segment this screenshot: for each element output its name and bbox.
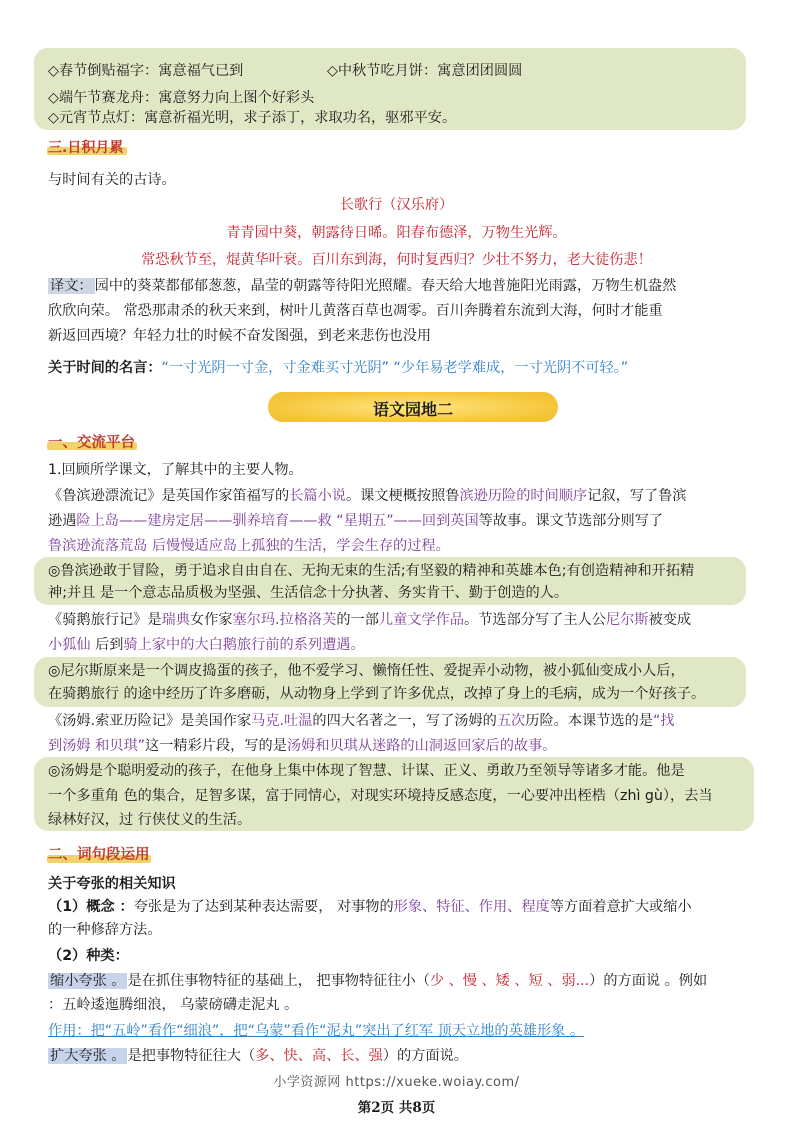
page-number: 第2页 共8页 <box>357 1100 436 1116</box>
types-label: （2）种类： <box>48 948 129 964</box>
nils-text: 被变成 <box>648 612 692 628</box>
translation-text-1: 园中的葵菜都郁郁葱葱，晶莹的朝露等待阳光照耀。春天给大地普施阳光雨露，万物生机盎然 <box>94 278 677 294</box>
shrink-text: ）的方面说 。例如 <box>589 973 708 989</box>
robinson-summary-1: ◎鲁滨逊敢于冒险，勇于追求自由自在、无拘无束的生活;有坚毅的精神和英雄本色;有创造精神和开拓精 <box>48 563 695 579</box>
nils-line-2 <box>48 635 365 655</box>
shrink-line-1 <box>48 971 707 991</box>
nils-text: 。节选部分写了主人公 <box>464 612 606 628</box>
nils-fairy: 小狐仙 <box>48 637 91 653</box>
nils-text: 女作家 <box>189 612 233 628</box>
festival-dragonboat: ◇端午节赛龙舟：寓意努力向上图个好彩头 <box>48 90 315 106</box>
tom-text: 《汤姆.索亚历险记》是美国作家 <box>48 713 252 729</box>
translation-line-3: 新返回西境？年轻力壮的时候不奋发图强，到老来悲伤也没用 <box>48 328 432 344</box>
nils-plot: 骑上家中的大白鹅旅行前的系列遭遇。 <box>123 637 365 653</box>
nils-text: 后到 <box>90 637 124 653</box>
concept-text: 夸张是为了达到某种表达需要， 对事物的 <box>133 899 394 915</box>
shrink-examples: 少 、慢 、矮 、短 、弱... <box>429 973 590 989</box>
expand-line <box>48 1046 468 1066</box>
poem-line-2: 常恐秋节至，焜黄华叶衰。百川东到海，何时复西归？少壮不努力，老大徒伤悲！ <box>141 252 652 268</box>
part1-title: 一、交流平台 <box>48 435 135 451</box>
chapter-title: 语文园地二 <box>372 400 453 419</box>
robinson-text: 逊遇 <box>48 513 77 529</box>
concept-label: （1）概念 ： <box>48 899 134 915</box>
nils-summary-2: 在骑鹅旅行 的途中经历了许多磨砺，从动物身上学到了许多优点，改掉了身上的毛病，成为一个好孩子。 <box>48 686 706 702</box>
expand-text: ）的方面说。 <box>382 1048 468 1064</box>
robinson-order: 滨逊历险的时间顺序 <box>459 488 588 504</box>
tom-line-2 <box>48 736 556 756</box>
shrink-line-2: ：五岭逶迤腾细浪， 乌蒙磅礴走泥丸 。 <box>48 997 299 1013</box>
robinson-line-2 <box>48 511 663 531</box>
concept-text: 等方面着意扩大或缩小 <box>549 899 692 915</box>
tom-text: 这一精彩片段，写的是 <box>145 738 287 754</box>
effect-line: 作用：把“五岭”看作“细浪”，把“乌蒙”看作“泥丸”突出了红军 顶天立地的英雄形象 。 <box>48 1023 585 1039</box>
nils-line-1 <box>48 610 691 630</box>
robinson-text: 记叙，写了鲁滨 <box>587 488 687 504</box>
robinson-summary-2: 神;并且 是一个意志品质极为坚强、生活信念十分执著、务实肯干、勤于创造的人。 <box>48 585 569 601</box>
section3-intro: 与时间有关的古诗。 <box>48 172 176 188</box>
tom-text: 的四大名著之一，写了汤姆的 <box>312 713 497 729</box>
robinson-plot: 险上岛——建房定居——驯养培育——救 “星期五”——回到英国 <box>76 513 479 529</box>
shrink-label: 缩小夸张 。 <box>50 973 126 989</box>
nils-text: 《骑鹅旅行记》是 <box>48 612 162 628</box>
tom-excerpt: “找 <box>652 713 675 729</box>
translation-label: 译文： <box>50 278 93 294</box>
time-quotes <box>48 358 628 378</box>
festival-midautumn: ◇中秋节吃月饼：寓意团团圆圆 <box>327 63 523 79</box>
part1-intro: 1.回顾所学课文，了解其中的主要人物。 <box>48 462 303 478</box>
concept-aspects: 形象、特征、作用、程度 <box>393 899 550 915</box>
translation-line-1 <box>48 276 676 296</box>
robinson-genre: 长篇小说 <box>289 488 346 504</box>
tom-text: 历险。本课节选的是 <box>525 713 653 729</box>
nils-country: 瑞典 <box>161 612 190 628</box>
poem-title: 长歌行（汉乐府） <box>339 197 454 213</box>
expand-text: 是把事物特征往大（ <box>127 1048 256 1064</box>
tom-excerpt: 到汤姆 和贝琪” <box>48 738 145 754</box>
shrink-text: 是在抓住事物特征的基础上， 把事物特征往小（ <box>127 973 430 989</box>
tom-count: 五次 <box>496 713 526 729</box>
quotes-text: “一寸光阴一寸金，寸金难买寸光阴” “少年易老学难成，一寸光阴不可轻。” <box>161 360 629 376</box>
tom-summary-2: 一个多重角 色的集合，足智多谋，富于同情心，对现实环境持反感态度，一心要冲出桎梏（zhì gù），去当 <box>48 788 713 804</box>
robinson-text: 等故事。课文节选部分则写了 <box>478 513 664 529</box>
poem-line-1: 青青园中葵，朝露待日晞。阳春布德泽，万物生光辉。 <box>226 225 567 241</box>
tom-author: 马克.吐温 <box>251 713 313 729</box>
translation-line-2: 欣欣向荣。 常恐那肃杀的秋天来到，树叶儿黄落百草也凋零。百川奔腾着东流到大海，何时才能重 <box>48 303 663 319</box>
nils-genre: 儿童文学作品 <box>378 612 465 628</box>
section3-title: 三.日积月累 <box>48 140 124 156</box>
expand-label: 扩大夸张 。 <box>50 1048 126 1064</box>
festival-lantern: ◇元宵节点灯：寓意祈福光明，求子添丁，求取功名，驱邪平安。 <box>48 110 457 126</box>
nils-author: 塞尔玛.拉格洛芙 <box>232 612 337 628</box>
festival-spring: ◇春节倒贴福字：寓意福气已到 <box>48 63 244 79</box>
robinson-text: 《鲁滨逊漂流记》是英国作家笛福写的 <box>48 488 290 504</box>
hyperbole-heading: 关于夸张的相关知识 <box>48 876 176 892</box>
robinson-line-3: 鲁滨逊流落荒岛 后慢慢适应岛上孤独的生活，学会生存的过程。 <box>48 538 450 554</box>
expand-examples: 多、快、高、长、强 <box>255 1048 383 1064</box>
concept-line-2: 的一种修辞方法。 <box>48 922 162 938</box>
part2-title: 二、词句段运用 <box>48 847 150 863</box>
tom-plot: 汤姆和贝琪从迷路的山洞返回家后的故事。 <box>286 738 557 754</box>
quotes-label: 关于时间的名言： <box>48 360 162 376</box>
tom-summary-3: 绿林好汉，过 行侠仗义的生活。 <box>48 812 252 828</box>
concept-line-1 <box>48 897 692 917</box>
robinson-line-1 <box>48 486 687 506</box>
robinson-text: 。课文梗概按照鲁 <box>345 488 460 504</box>
tom-summary-1: ◎汤姆是个聪明爱动的孩子，在他身上集中体现了智慧、计谋、正义、勇敢乃至领导等诸多才能。他是 <box>48 763 685 779</box>
nils-summary-1: ◎尼尔斯原来是一个调皮捣蛋的孩子，他不爱学习、懒惰任性、爱捉弄小动物，被小狐仙变成小人后， <box>48 663 685 679</box>
tom-line-1 <box>48 711 675 731</box>
watermark: 小学资源网 https://xueke.woiay.com/ <box>273 1075 520 1090</box>
nils-text: 的一部 <box>336 612 379 628</box>
nils-hero: 尼尔斯 <box>605 612 649 628</box>
